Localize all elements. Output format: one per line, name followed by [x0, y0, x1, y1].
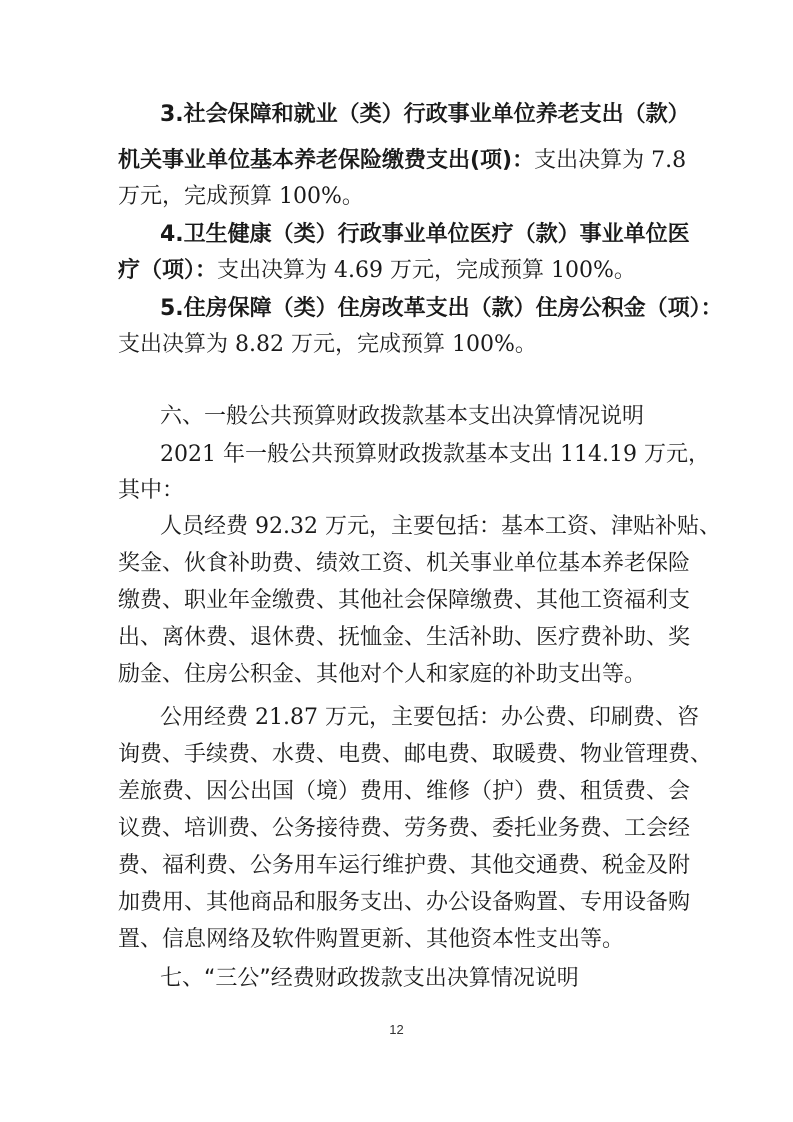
public-expense-line-2: 询费、手续费、水费、电费、邮电费、取暖费、物业管理费、: [118, 742, 713, 767]
page-number: 12: [389, 1022, 404, 1037]
public-expense-line-1: 公用经费 21.87 万元，主要包括：办公费、印刷费、咨: [160, 705, 699, 730]
personnel-expense-line-3: 缴费、职业年金缴费、其他社会保障缴费、其他工资福利支: [118, 588, 691, 613]
personnel-expense-line-4: 出、离休费、退休费、抚恤金、生活补助、医疗费补助、奖: [118, 625, 691, 650]
item-3-line-2: [118, 146, 686, 176]
item-5-title: 5.住房保障（类）住房改革支出（款）住房公积金（项）：: [160, 296, 723, 321]
personnel-expense-line-2: 奖金、伙食补助费、绩效工资、机关事业单位基本养老保险: [118, 551, 691, 576]
item-3-amount: 支出决算为 7.8: [534, 148, 687, 173]
item-4-title: 4.卫生健康（类）行政事业单位医疗（款）事业单位医: [160, 222, 690, 247]
section-7-heading: 七、“三公”经费财政拨款支出决算情况说明: [160, 966, 579, 991]
section-6-para-1: 2021 年一般公共预算财政拨款基本支出 114.19 万元，: [160, 442, 710, 467]
section-6-heading: 六、一般公共预算财政拨款基本支出决算情况说明: [160, 404, 645, 429]
public-expense-line-6: 加费用、其他商品和服务支出、办公设备购置、专用设备购: [118, 890, 691, 915]
item-3-subtitle: 机关事业单位基本养老保险缴费支出(项)：: [118, 148, 535, 173]
personnel-expense-line-5: 励金、住房公积金、其他对个人和家庭的补助支出等。: [118, 662, 647, 687]
public-expense-line-5: 费、福利费、公务用车运行维护费、其他交通费、税金及附: [118, 853, 691, 878]
public-expense-line-7: 置、信息网络及软件购置更新、其他资本性支出等。: [118, 927, 625, 952]
personnel-expense-line-1: 人员经费 92.32 万元，主要包括：基本工资、津贴补贴、: [160, 514, 721, 539]
public-expense-line-4: 议费、培训费、公务接待费、劳务费、委托业务费、工会经: [118, 816, 691, 841]
item-3-line-3: 万元，完成预算 100%。: [118, 184, 364, 209]
item-4-subtitle: 疗（项）：: [118, 258, 218, 283]
public-expense-line-3: 差旅费、因公出国（境）费用、维修（护）费、租赁费、会: [118, 779, 691, 804]
item-3-title: 3.社会保障和就业（类）行政事业单位养老支出（款）: [160, 102, 690, 127]
section-6-para-1-cont: 其中：: [118, 478, 185, 503]
item-5-amount: 支出决算为 8.82 万元，完成预算 100%。: [118, 332, 537, 357]
item-4-amount: 支出决算为 4.69 万元，完成预算 100%。: [217, 258, 636, 283]
item-4-line-2: [118, 256, 636, 286]
